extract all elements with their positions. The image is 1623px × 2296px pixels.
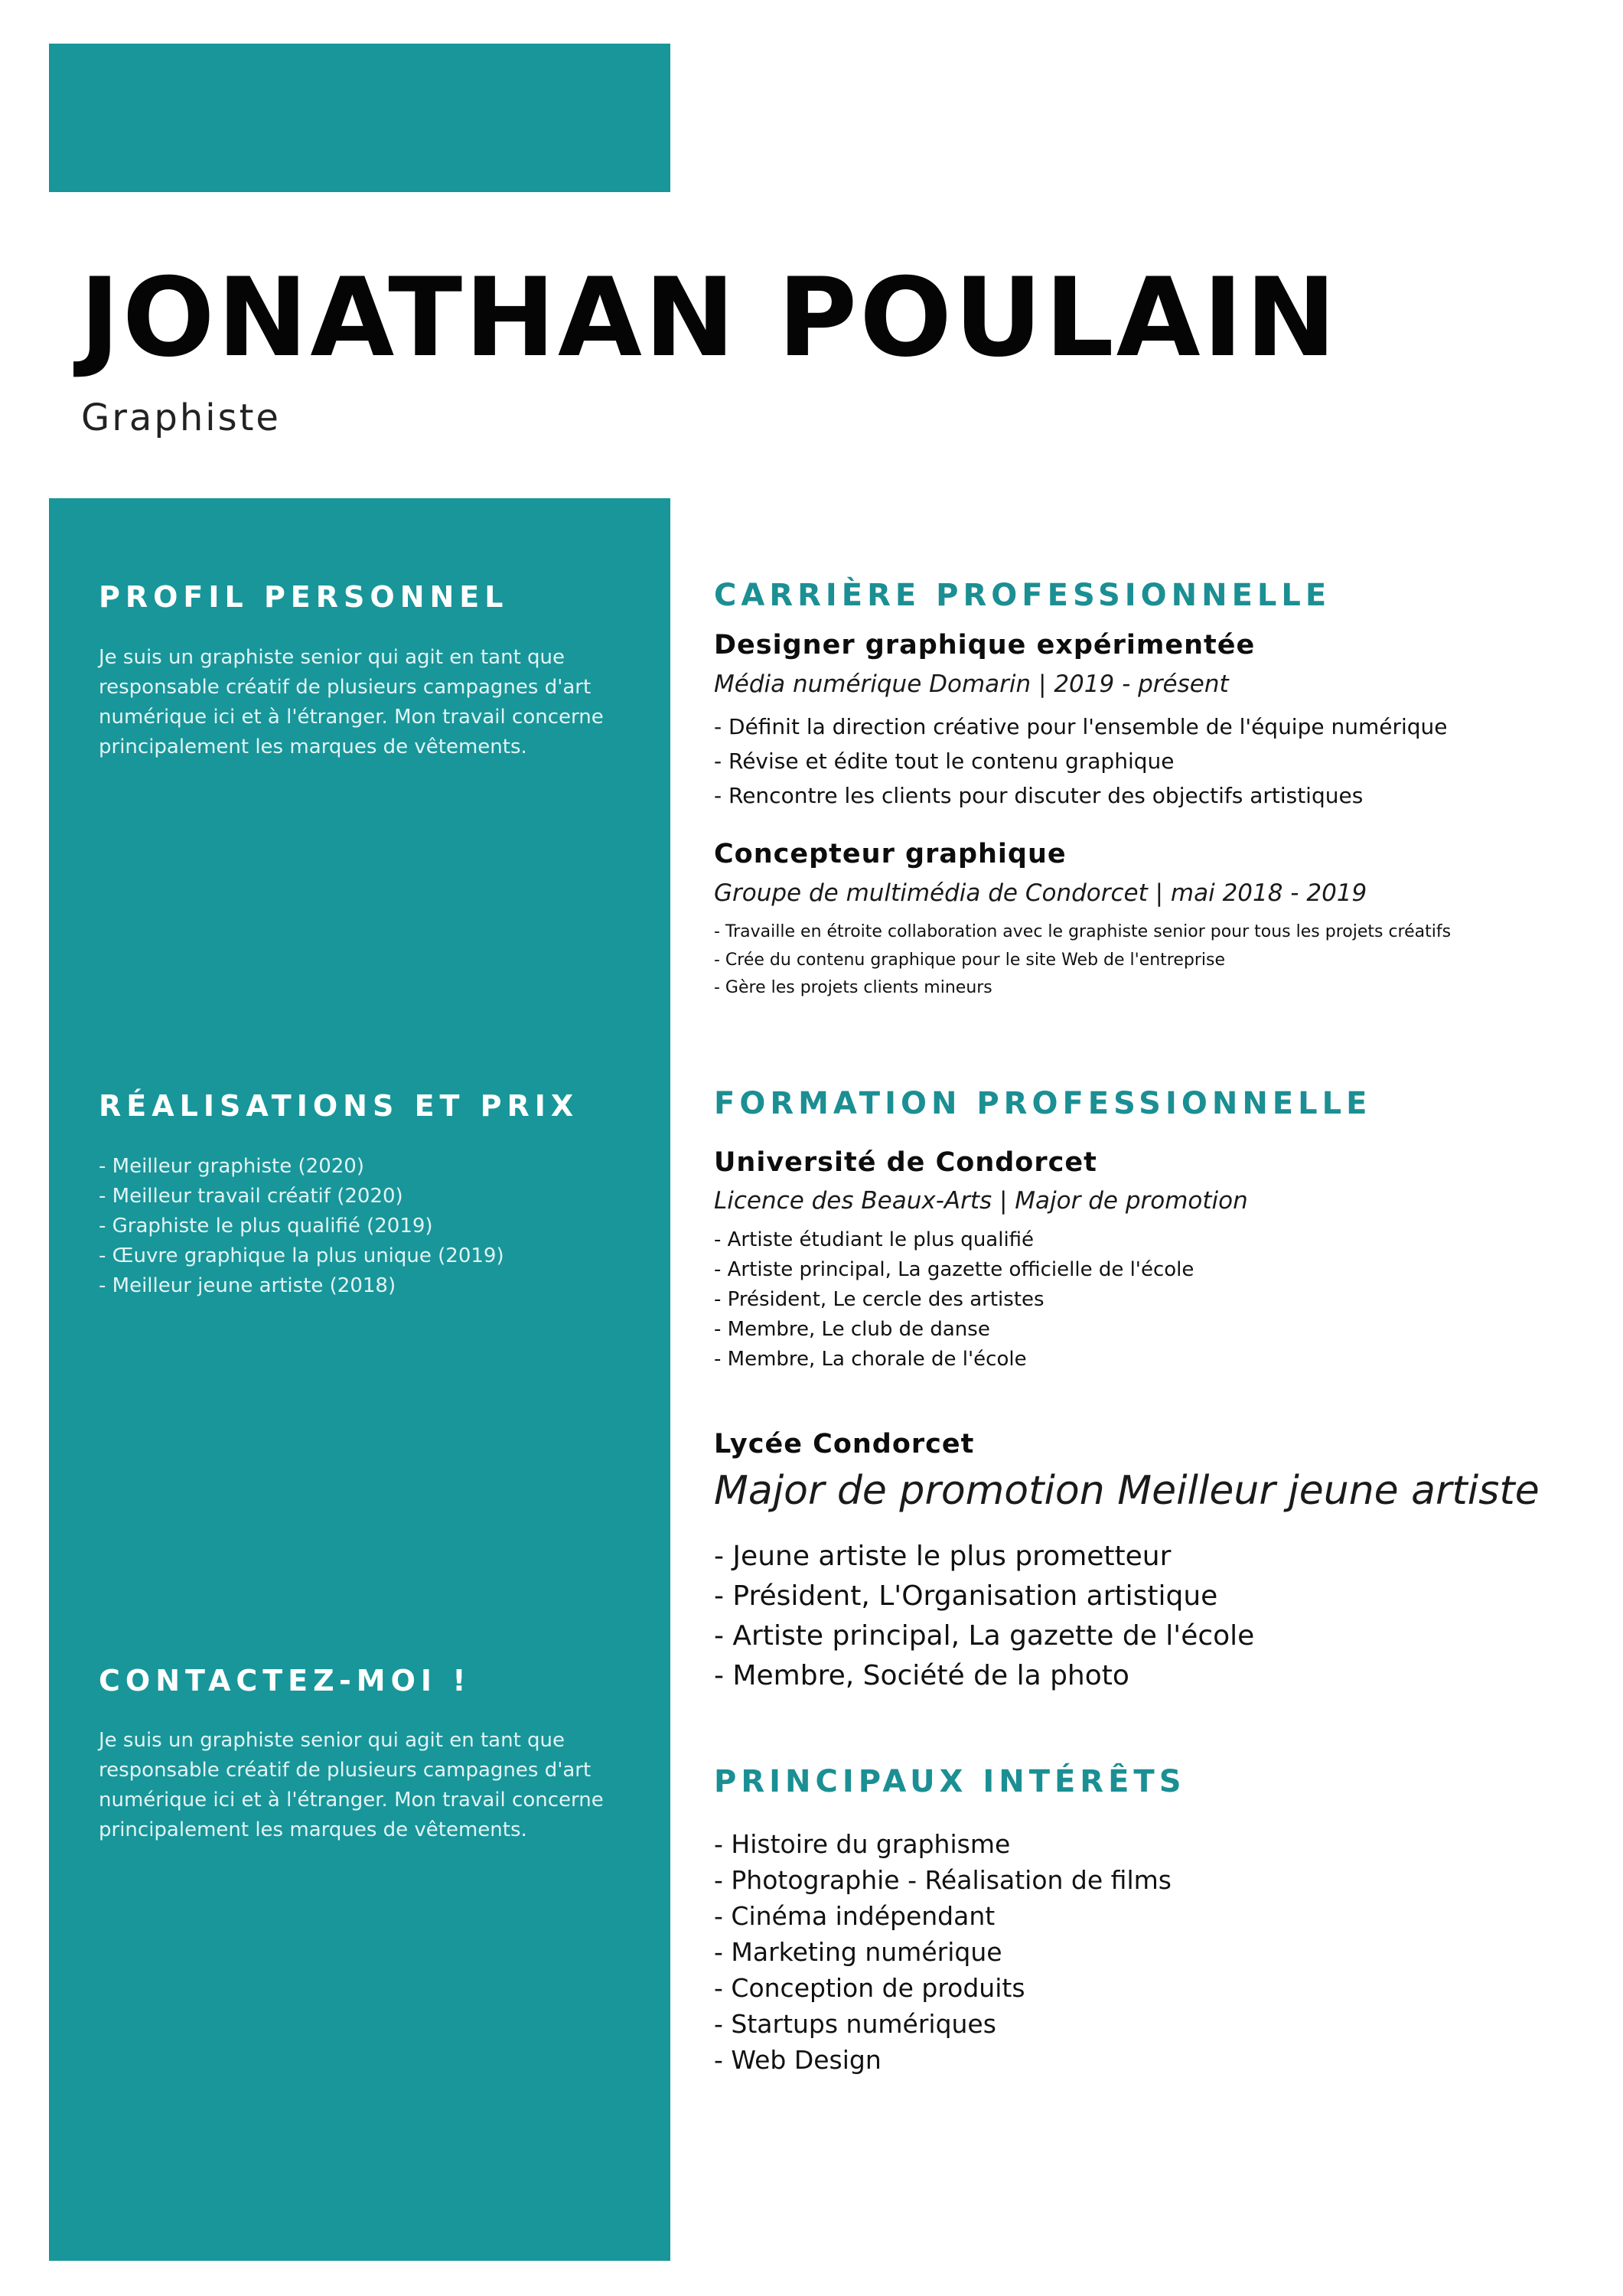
interest-item: - Conception de produits <box>714 1973 1025 2003</box>
school-subtitle: Licence des Beaux-Arts | Major de promotion <box>714 1187 1248 1215</box>
interests-heading: PRINCIPAUX INTÉRÊTS <box>714 1764 1186 1799</box>
school-bullet: - Membre, Le club de danse <box>714 1318 990 1341</box>
school-bullet: - Artiste principal, La gazette officielle de l'école <box>714 1258 1194 1281</box>
awards-list <box>99 1152 504 1301</box>
interest-item: - Web Design <box>714 2045 882 2075</box>
school-bullet: - Président, Le cercle des artistes <box>714 1288 1045 1311</box>
school-bullet: - Président, L'Organisation artistique <box>714 1580 1218 1612</box>
profile-text: Je suis un graphiste senior qui agit en tant que responsable créatif de plusieurs campagnes d'art numérique ici et à l'étranger. Mon travail concerne principalement les marques de vêtements. <box>99 646 604 758</box>
interest-item: - Marketing numérique <box>714 1937 1002 1967</box>
awards-heading: RÉALISATIONS ET PRIX <box>99 1089 579 1123</box>
contact-text: Je suis un graphiste senior qui agit en tant que responsable créatif de plusieurs campagnes d'art numérique ici et à l'étranger. Mon travail concerne principalement les marques de vêtements. <box>99 1729 604 1841</box>
award-item: - Meilleur travail créatif (2020) <box>99 1185 403 1208</box>
award-item: - Œuvre graphique la plus unique (2019) <box>99 1244 504 1267</box>
job-bullets <box>714 709 1448 813</box>
job-bullets <box>714 918 1451 1003</box>
school-subtitle: Major de promotion Meilleur jeune artiste <box>714 1468 1540 1514</box>
award-item: - Graphiste le plus qualifié (2019) <box>99 1215 433 1238</box>
job-bullet: - Révise et édite tout le contenu graphique <box>714 748 1175 774</box>
school-bullet: - Artiste principal, La gazette de l'école <box>714 1620 1255 1652</box>
school-bullets <box>714 1537 1254 1696</box>
career-heading: CARRIÈRE PROFESSIONNELLE <box>714 578 1331 613</box>
award-item: - Meilleur jeune artiste (2018) <box>99 1274 396 1297</box>
interest-item: - Photographie - Réalisation de films <box>714 1865 1172 1895</box>
school-title: Lycée Condorcet <box>714 1429 975 1459</box>
job-bullet: - Travaille en étroite collaboration avec le graphiste senior pour tous les projets créatifs <box>714 922 1452 941</box>
school-bullet: - Membre, Société de la photo <box>714 1660 1129 1691</box>
education-heading: FORMATION PROFESSIONNELLE <box>714 1086 1372 1121</box>
interest-item: - Histoire du graphisme <box>714 1829 1011 1859</box>
school-bullet: - Artiste étudiant le plus qualifié <box>714 1228 1035 1251</box>
job-bullet: - Rencontre les clients pour discuter des objectifs artistiques <box>714 783 1364 808</box>
job-bullet: - Crée du contenu graphique pour le site Web de l'entreprise <box>714 950 1226 970</box>
job-title: Designer graphique expérimentée <box>714 630 1256 660</box>
interest-item: - Startups numériques <box>714 2009 996 2039</box>
job-title: Concepteur graphique <box>714 839 1067 869</box>
profile-heading: PROFIL PERSONNEL <box>99 580 509 614</box>
interest-item: - Cinéma indépendant <box>714 1901 996 1931</box>
job-bullet: - Gère les projets clients mineurs <box>714 978 992 997</box>
candidate-role: Graphiste <box>81 396 281 439</box>
job-bullet: - Définit la direction créative pour l'ensemble de l'équipe numérique <box>714 714 1448 739</box>
sidebar-panel <box>49 498 670 2261</box>
school-bullet: - Membre, La chorale de l'école <box>714 1348 1027 1371</box>
top-accent-bar <box>49 44 670 192</box>
school-title: Université de Condorcet <box>714 1147 1097 1178</box>
interests-list <box>714 1826 1172 2078</box>
job-subtitle: Groupe de multimédia de Condorcet | mai 2018 - 2019 <box>714 879 1367 907</box>
award-item: - Meilleur graphiste (2020) <box>99 1155 364 1178</box>
school-bullets <box>714 1225 1194 1375</box>
contact-heading: CONTACTEZ-MOI ! <box>99 1664 471 1698</box>
job-subtitle: Média numérique Domarin | 2019 - présent <box>714 670 1229 698</box>
candidate-name: JONATHAN POULAIN <box>80 255 1339 381</box>
school-bullet: - Jeune artiste le plus prometteur <box>714 1541 1172 1572</box>
